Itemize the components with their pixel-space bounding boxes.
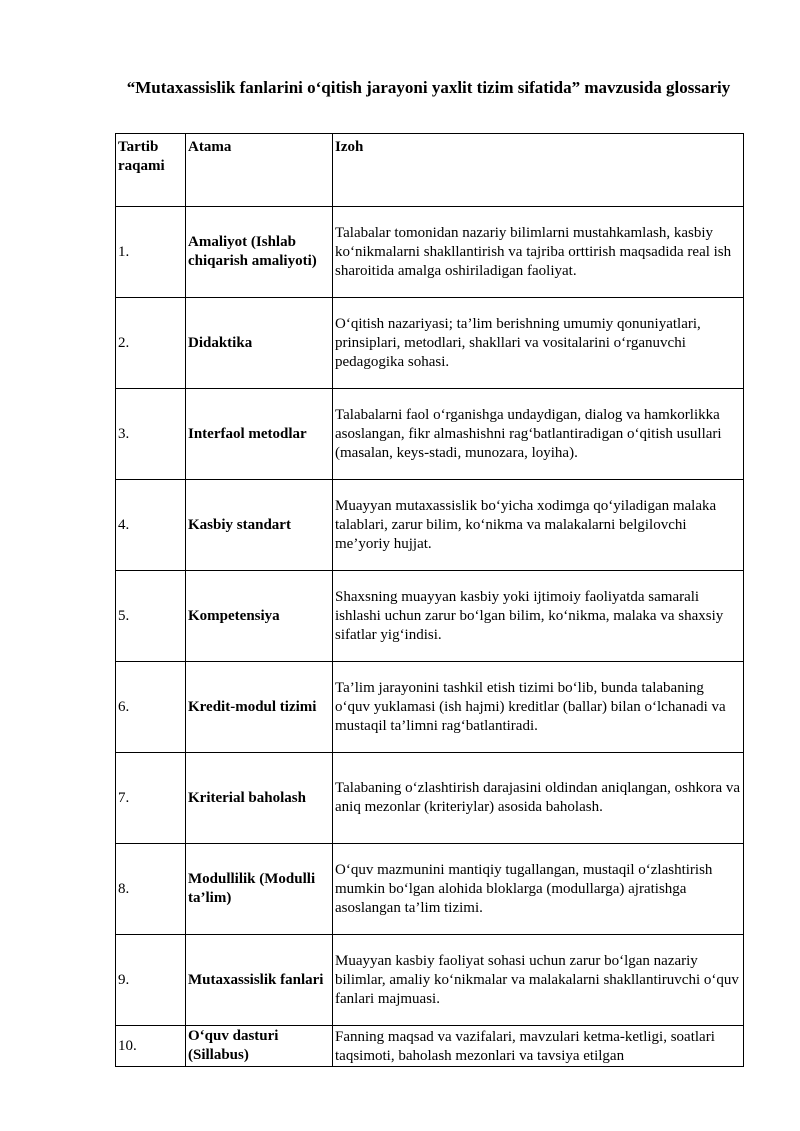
row-number: 9. — [116, 935, 186, 1026]
table-row — [116, 1026, 744, 1067]
row-number: 2. — [116, 298, 186, 389]
table-row — [116, 662, 744, 753]
table-row — [116, 480, 744, 571]
table-row — [116, 935, 744, 1026]
row-definition: Fanning maqsad va vazifalari, mavzulari ketma-ketligi, soatlari taqsimoti, baholash mezonlari va tavsiya etilgan — [333, 1026, 744, 1067]
row-number: 10. — [116, 1026, 186, 1067]
row-term: Mutaxassislik fanlari — [186, 935, 333, 1026]
row-number: 4. — [116, 480, 186, 571]
table-row — [116, 389, 744, 480]
document-title: “Mutaxassislik fanlarini o‘qitish jarayoni yaxlit tizim sifatida” mavzusida glossariy — [126, 78, 731, 97]
row-definition: Talabalar tomonidan nazariy bilimlarni mustahkamlash, kasbiy ko‘nikmalarni shakllantirish va tajriba orttirish maqsadida real ish sharoitida amalga oshiriladigan faoliyat. — [333, 207, 744, 298]
row-definition: Muayyan kasbiy faoliyat sohasi uchun zarur bo‘lgan nazariy bilimlar, amaliy ko‘nikmalar va malakalarni shakllantiruvchi o‘quv fanlari majmuasi. — [333, 935, 744, 1026]
row-term: Interfaol metodlar — [186, 389, 333, 480]
table-row — [116, 844, 744, 935]
row-number: 6. — [116, 662, 186, 753]
row-number: 3. — [116, 389, 186, 480]
row-term: Kredit-modul tizimi — [186, 662, 333, 753]
row-term: O‘quv dasturi (Sillabus) — [186, 1026, 333, 1067]
row-number: 1. — [116, 207, 186, 298]
row-number: 5. — [116, 571, 186, 662]
table-header-row — [116, 134, 744, 207]
row-term: Modullilik (Modulli ta’lim) — [186, 844, 333, 935]
row-definition: O‘qitish nazariyasi; ta’lim berishning umumiy qonuniyatlari, prinsiplari, metodlari, shakllari va vositalarini o‘rganuvchi pedagogika sohasi. — [333, 298, 744, 389]
row-term: Didaktika — [186, 298, 333, 389]
row-definition: Talabalarni faol o‘rganishga undaydigan, dialog va hamkorlikka asoslangan, fikr almashishni rag‘batlantiradigan o‘qitish usullari (masalan, keys-stadi, munozara, loyiha). — [333, 389, 744, 480]
row-definition: Muayyan mutaxassislik bo‘yicha xodimga qo‘yiladigan malaka talablari, zarur bilim, ko‘nikma va malakalarni belgilovchi me’yoriy hujjat. — [333, 480, 744, 571]
table-row — [116, 571, 744, 662]
row-definition: Talabaning o‘zlashtirish darajasini oldindan aniqlangan, oshkora va aniq mezonlar (kriteriylar) asosida baholash. — [333, 753, 744, 844]
row-definition: Shaxsning muayyan kasbiy yoki ijtimoiy faoliyatda samarali ishlashi uchun zarur bo‘lgan bilim, ko‘nikma, malaka va shaxsiy sifatlar yig‘indisi. — [333, 571, 744, 662]
row-definition: O‘quv mazmunini mantiqiy tugallangan, mustaqil o‘zlashtirish mumkin bo‘lgan alohida bloklarga (modullarga) ajratishga asoslangan ta’lim tizimi. — [333, 844, 744, 935]
row-term: Kompetensiya — [186, 571, 333, 662]
glossary-table — [115, 133, 744, 1067]
header-term: Atama — [186, 134, 333, 207]
row-term: Kasbiy standart — [186, 480, 333, 571]
row-number: 8. — [116, 844, 186, 935]
header-number: Tartib raqami — [116, 134, 186, 207]
header-definition: Izoh — [333, 134, 744, 207]
row-term: Kriterial baholash — [186, 753, 333, 844]
row-term: Amaliyot (Ishlab chiqarish amaliyoti) — [186, 207, 333, 298]
table-row — [116, 753, 744, 844]
row-number: 7. — [116, 753, 186, 844]
table-row — [116, 298, 744, 389]
table-row — [116, 207, 744, 298]
row-definition: Ta’lim jarayonini tashkil etish tizimi bo‘lib, bunda talabaning o‘quv yuklamasi (ish hajmi) kreditlar (ballar) bilan o‘lchanadi va mustaqil ta’limni rag‘batlantiradi. — [333, 662, 744, 753]
